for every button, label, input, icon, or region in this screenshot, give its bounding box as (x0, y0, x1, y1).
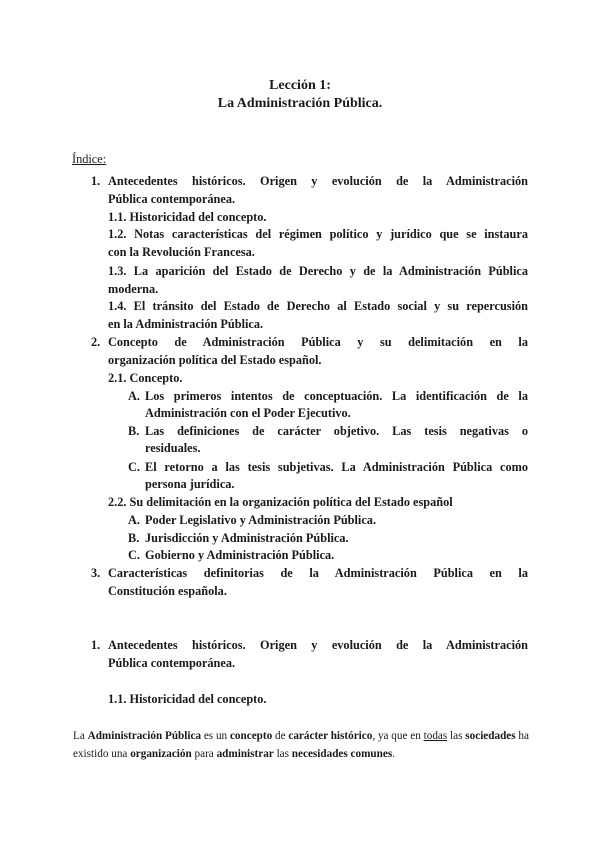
index-item-number: 2. (91, 335, 101, 349)
section-heading: Pública contemporánea. (108, 656, 236, 670)
section-subheading: 1.1. Historicidad del concepto. (108, 692, 267, 706)
index-subsubitem: Los primeros intentos de conceptuación. La identificación de la (145, 389, 528, 403)
index-subsubitem: El retorno a las tesis subjetivas. La Administración Pública como (145, 460, 528, 474)
index-subsubitem: persona jurídica. (145, 477, 235, 491)
index-subitem: 1.3. La aparición del Estado de Derecho y de la Administración Pública (108, 264, 528, 278)
index-subitem: 1.1. Historicidad del concepto. (108, 210, 267, 224)
index-subitem: 2.1. Concepto. (108, 371, 183, 385)
body-paragraph: La Administración Pública es un concepto de carácter histórico, ya que en todas las sociedades ha existido una organización para administrar las necesidades comunes. (73, 730, 529, 760)
index-subitem: 2.2. Su delimitación en la organización política del Estado español (108, 495, 453, 509)
index-item-text: Constitución española. (108, 584, 227, 598)
section-number: 1. (91, 638, 101, 652)
index-subsubitem: Las definiciones de carácter objetivo. Las tesis negativas o (145, 424, 528, 438)
lesson-title: La Administración Pública. (217, 96, 383, 111)
index-item-text: organización política del Estado español. (108, 353, 322, 367)
index-subitem: 1.4. El tránsito del Estado de Derecho al Estado social y su repercusión (108, 299, 528, 313)
index-letter: A. (128, 513, 140, 527)
index-letter: C. (128, 460, 140, 474)
index-letter: B. (128, 531, 140, 545)
index-item-text: Antecedentes históricos. Origen y evolución de la Administración (108, 174, 528, 188)
index-item-text: Características definitorias de la Administración Pública en la (108, 566, 528, 580)
index-subsubitem: Jurisdicción y Administración Pública. (145, 531, 349, 545)
index-subsubitem: Gobierno y Administración Pública. (145, 548, 335, 562)
index-letter: B. (128, 424, 140, 438)
index-subitem: 1.2. Notas características del régimen político y jurídico que se instaura (108, 227, 528, 241)
index-item-text: Pública contemporánea. (108, 192, 236, 206)
index-subitem: en la Administración Pública. (108, 317, 264, 331)
section-heading: Antecedentes históricos. Origen y evolución de la Administración (108, 638, 528, 652)
index-letter: C. (128, 548, 140, 562)
index-item-number: 3. (91, 566, 101, 580)
index-subitem: con la Revolución Francesa. (108, 245, 255, 259)
index-subsubitem: Administración con el Poder Ejecutivo. (145, 406, 351, 420)
index-heading: Índice: (72, 152, 107, 166)
lesson-number: Lección 1: (269, 78, 331, 93)
index-item-number: 1. (91, 174, 101, 188)
index-letter: A. (128, 389, 140, 403)
index-subsubitem: residuales. (145, 441, 201, 455)
index-item-text: Concepto de Administración Pública y su delimitación en la (108, 335, 528, 349)
index-subitem: moderna. (108, 282, 159, 296)
index-subsubitem: Poder Legislativo y Administración Pública. (145, 513, 377, 527)
